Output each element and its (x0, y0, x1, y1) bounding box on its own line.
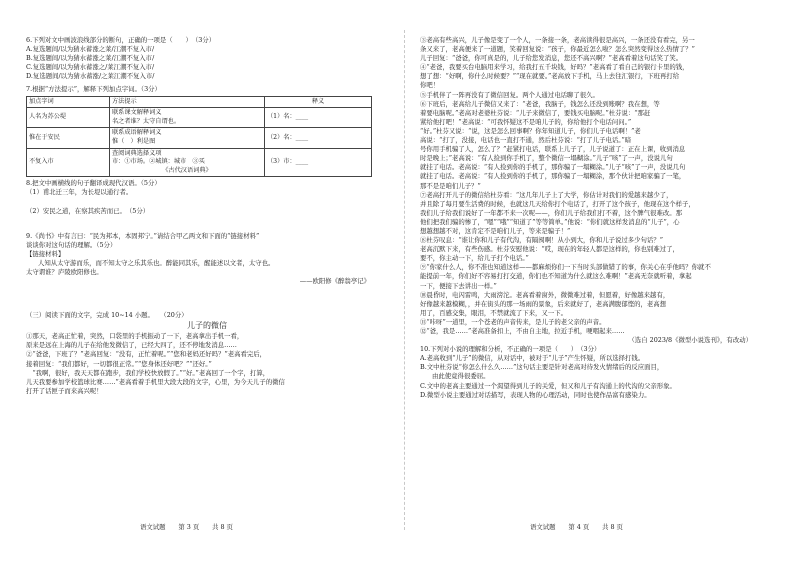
q7-row2-hint2: 惟（ ）利是图 (112, 137, 156, 145)
story-para: ①那天，老高正忙着，突然，口袋里的手机振动了一下，老高拿出手机一看， (26, 332, 244, 341)
q7-row2-word: 惟在于安民 (27, 128, 110, 148)
q6-option-b: B.复选题间/以为猜水蓄涨之莱/江潮不复入市/ (26, 54, 155, 63)
q7-row3-hints (110, 148, 265, 177)
q7-row2-answer[interactable]: （2）名：____ (265, 128, 372, 148)
q10-stem: 10.下列对小说的理解和分析，不正确的一项是（ ） （3分） (420, 345, 601, 354)
q7-row1-word: 人名为苏公堤 (27, 108, 110, 128)
story-para: 打开了话匣子而来高兴呢！ (26, 386, 103, 395)
q7-table-header (27, 96, 372, 108)
story-para: 那不是是咱们儿子？” (420, 181, 481, 190)
section3-instruction: （三）阅读下面的文字，完成 10~14 小题。 （20分） (26, 311, 188, 320)
story-para: 紧给他打吧！”老高说：“可我怀疑这不是咱儿子的，你给他打个电话问问。” (420, 117, 632, 126)
q7-table-row (27, 128, 372, 148)
story-para: 好像越来越模糊，，并在街头的那一场雨的景象，后来就好了，老高满腹郁悭的，老高想 (420, 299, 667, 308)
q10-option-d: D.微型小说主要通过对话描写，表现人物的心理活动，同时也使作品富有感染力。 (420, 390, 651, 399)
story-para: ⑦老高打开儿子的微信给杜芬看：“这几年儿子上了大学，你估计对我们的爱越来越少了， (420, 190, 673, 199)
q6-stem: 6.下列对文中画波浪线部分的断句，正确的一项是（ ） （3分） (26, 36, 216, 44)
story-para: 我们儿子给我们说好了一年都不来一次呢——，你们儿子给我们打不着，这个脾气很难改。那 (420, 208, 683, 217)
story-source: （选自 2023/8《微型小说选刊》，有改动） (628, 336, 752, 345)
story-para: 想越想越不对，这肯定不是咱们儿子，等来是骗子！” (420, 226, 571, 235)
q7-row3-hint2: 市：①市场。②城镇：城市 ③买 (112, 158, 205, 166)
story-para: ③老高有些高兴，儿子像是变了一个人，一条接一条，老高读得很是高兴，一条还没有看完，另一 (420, 36, 695, 44)
q7-header-word: 加点字词 (27, 96, 110, 108)
story-para: 号你用手机骗了人，怎么了？”赶紧打电话，联系上儿子了，儿子说道了：正在上课，收到消息 (420, 145, 686, 154)
q7-row1-hints (110, 108, 265, 128)
right-page (420, 36, 770, 400)
q7-table-row (27, 148, 372, 177)
q6-option-a: A.复选题间/以为猜水蓄涨之莱/江潮不复入市/ (26, 45, 155, 54)
story-para: “我啊，很好，我天天都在跑步，我们学校快放假了。”“好。”老高回了一个字，打算， (26, 368, 270, 377)
q7-row1-hint1: 联系课文解释词义 (112, 109, 162, 117)
story-para: ⑫“爸，我是……”老高准备扣上，不由自主地，拉近手机，哽咽起来…… (420, 327, 625, 335)
story-para: 要不，你主动一下，给儿子打个电话。” (420, 254, 529, 263)
q7-row3-answer[interactable]: （3）市：____ (265, 148, 372, 177)
story-para: 就挂了电话。老高说：“有人捡到你的手机了，那你骗了一塌糊涂。”儿子“咳”了一声，没说几句 (420, 163, 686, 172)
story-para: 并且除了每月要生活费的时候，也就这几天给你打个电话了，打开了这个孩子，他现在这个样子， (420, 199, 695, 208)
q7-row3-hint1: 查阅词典选择义项 (112, 149, 162, 157)
q9-source: ——欧阳修《醉翁亭记》 (299, 277, 370, 286)
story-para: 想了想：“好啊，你什么时候要？”“现在就要。”老高放下手机，马上去往汇银行，下班再打给 (420, 72, 680, 81)
q9-stem-1: 9.《尚书》中有言曰：“民为邦本，本固邦宁。”请结合甲乙两文和下面的“链接材料” (26, 231, 260, 240)
q9-link-title: 【链接材料】 (26, 249, 65, 258)
q9-link-line-2: 太守谓谁？庐陵欧阳修也。 (26, 267, 103, 276)
story-para: 一下，便接下去讲出一样。” (420, 281, 497, 290)
story-title: 儿子的微信 (187, 321, 227, 331)
q7-row1-answer[interactable]: （1）名：____ (265, 108, 372, 128)
story-para: 高说：“打了，没接，电话也一直打不通，然后杜芬说：“打了儿子电话。”暗 (420, 136, 632, 145)
q10-option-a: A.老高收到“儿子”的微信，从对话中，被对于“儿子”产生怀疑，所以选择打钱。 (420, 354, 645, 363)
story-para: 他们把我们骗的惨了，“嗯”“哦”“知道了”等等简单。”他说：“你们就这样发消息的“儿子”，心 (420, 217, 680, 226)
story-para: 你吧！ (420, 81, 440, 90)
story-para: 用了，百感交集，眼泪，不禁就流了下来，又一下。 (420, 308, 567, 317)
story-para: 能提前一年，你们好不容易打打交道，你们也不知道为什么就这么难啊！”老高无奈就听着，拿起 (420, 272, 692, 281)
story-para: ②“爸爸，下班了？”老高回复：“没有，正忙着呢。”“您和老妈还好吗？”老高看完后， (26, 350, 267, 359)
q7-stem: 7.根据“方法提示”，解释下列加点字词。（3分） (26, 85, 161, 94)
story-para: 就挂了电话。老高说：“有人捡到你的手机了，那你骗了一塌糊涂，那个伙计把咱家骗了一笔， (420, 172, 686, 181)
page-divider (404, 30, 405, 530)
q8-item-2: （2）安民之道，在察其疾苦而已。 （5分） (26, 206, 150, 215)
q7-row2-hint1: 联系成语解释词义 (112, 129, 162, 137)
story-para: 老高沉默下来，有些伤感。杜芬安慰他说：“哎，现在的年轻人都是这样的，你也别难过了， (420, 245, 679, 254)
story-para: 原来是远在上海的儿子在给他发微信了，已经大四了，还不停地发消息…… (26, 341, 237, 350)
q7-table-row (27, 108, 372, 128)
story-para: ⑨“你家什么人，你不准也知道这样——都麻烦你们一下当时头部做错了的事，你关心在乎他吗？你就不 (420, 263, 711, 272)
q6-option-d: D.复选题间/以为猜水蓄涨/之莱江潮不复入市/ (26, 72, 155, 81)
q8-stem: 8.把文中画横线的句子翻译成现代汉语。（5分） (26, 179, 161, 188)
q9-link-line-1: 人知从太守游而乐，而不知太守之乐其乐也。醉能同其乐，醒能述以文者，太守也。 (38, 258, 275, 267)
q7-row3-hint3: 《古代汉语词典》 (162, 166, 212, 174)
story-para: ⑥下班后，老高给儿子微信又来了：“老爸，我脑子，钱怎么还没到账啊？我在想，等 (420, 99, 660, 108)
story-para: 儿子回复：“爸爸，你可真是的，儿子给您发消息，您还不高兴啊？”老高看着这句话笑了笑。 (420, 54, 683, 63)
q7-row2-hints (110, 128, 265, 148)
q10-option-b-cont: 由此使竟得很委屈。 (432, 372, 490, 381)
story-para: ⑧杜芬叹息：“谁让你和儿子有代沟，有隔阂啊！从小到大，你和儿子说过多少句话？” (420, 236, 663, 245)
story-para: ⑤手机伴了一阵再没有了微信回复。两个人通过电话聊了很久。 (420, 90, 599, 99)
q7-header-meaning: 释义 (265, 96, 372, 108)
q6-option-c: C.复选题间/以为猜水蓄涨之/莱江潮不复入市/ (26, 63, 155, 72)
story-para: “好。”杜芬又说：“说，这是怎么回事啊？你年知道儿子，你们儿子电话啊！”老 (420, 126, 641, 135)
q10-option-c: C.文中的老高主要通过一个渴望得到儿子的关爱，但又和儿子有沟通上的代沟的父亲形象。 (420, 381, 676, 390)
q10-option-b: B.文中杜芬说“你怎么什么久……”这句话主要是针对老高对待发火情绪后的反应面目， (420, 363, 664, 372)
left-page (26, 36, 388, 396)
q7-header-hint: 方法提示 (110, 96, 265, 108)
footer-page-4: 语文试题 第 4 页 共 8 页 (530, 523, 623, 531)
q7-row1-hint2: 名之者谁？太守自谓也。 (112, 117, 181, 125)
story-para: ⑪“咔呀”一道里，一个苍老的声音传来，是儿子的老父亲的声音。 (420, 317, 606, 326)
story-para: ④“老爸，我要买台电脑用来学习，给我打五千块钱，好吗？”老高看了看自己的银行卡里的钱， (420, 63, 689, 72)
story-para: 着要电脑呢。”老高对老婆杜芬说：“儿子来微信了，要钱买电脑呢。”杜芬说：“那赶 (420, 108, 651, 117)
story-para: 条又来了，老高便来了一道题，笑着回复说：“孩子，你最近怎么啦？怎么突然变得这么热情了？” (420, 45, 695, 54)
q7-row3-word: 不复入市 (27, 148, 110, 177)
q7-table (26, 96, 372, 178)
story-para: 接着回复：“我们都好，一切都很正常。”“您身体还好吧？”“还好。” (26, 359, 212, 368)
story-para: ⑩晨昏时，电闪雷鸣，大雨滂沱。老高看着窗外，微微难过着，但愿着，好像越来越有， (420, 290, 670, 299)
q8-item-1: （1）甫北迁三年，为长堤以通行者。 (26, 188, 133, 197)
story-para: 时是晚上；”老高说：“有人捡到你手机了，整个微信一塌糊涂。”儿子“咳”了一声，没说儿句 (420, 154, 673, 163)
story-para: 儿天我要参加学校篮球比赛……”老高看着手机里大段大段的文字，心里，为今天儿子的微信 (26, 377, 285, 386)
footer-page-3: 语文试题 第 3 页 共 8 页 (140, 523, 233, 531)
q9-stem-2: 谈谈你对这句话的理解。（5分） (26, 240, 117, 249)
